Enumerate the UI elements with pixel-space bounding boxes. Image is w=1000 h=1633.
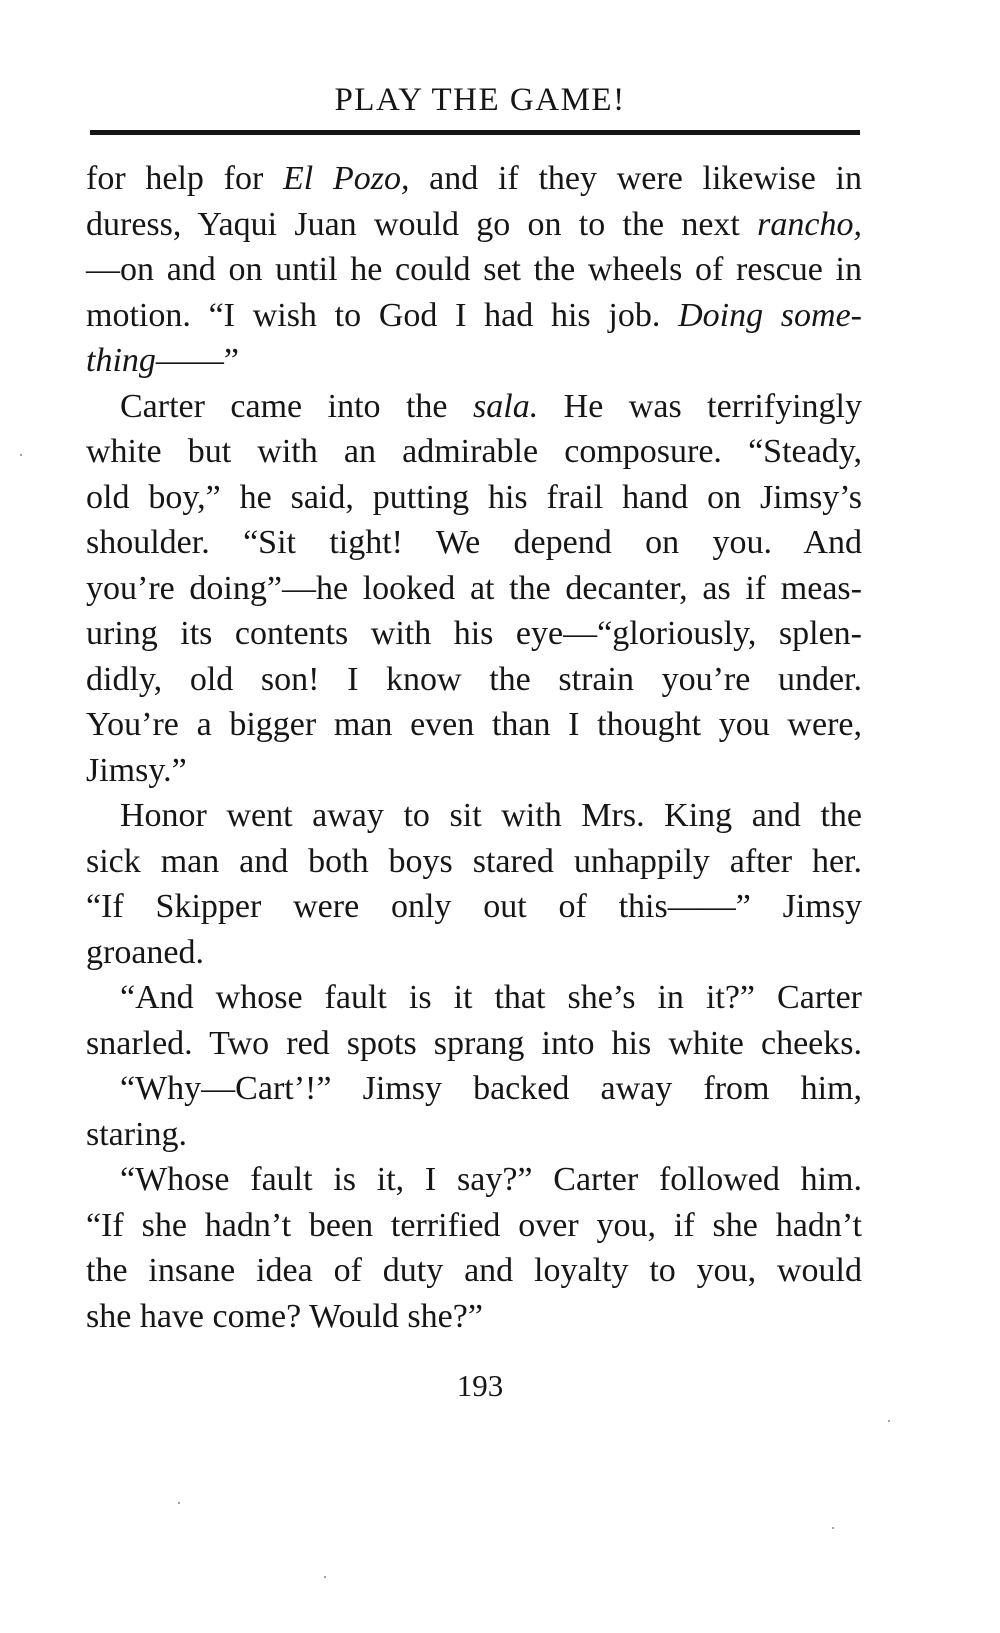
text-line: “And whose fault is it that she’s in it?” Carter: [120, 979, 862, 1016]
italic-text: rancho,: [757, 205, 862, 243]
paper-speck: [178, 1502, 180, 1504]
page-header: PLAY THE GAME!: [334, 82, 626, 118]
text-line: didly, old son! I know the strain you’re under.: [86, 660, 862, 698]
text-line: You’re a bigger man even than I thought you were,: [86, 706, 862, 743]
text-line: Carter came into the sala. He was terrifyingly: [120, 387, 862, 425]
header-rule: [90, 130, 860, 135]
text-line: thing——”: [86, 342, 239, 379]
text-line: groaned.: [86, 933, 205, 971]
text-line: she have come? Would she?”: [86, 1297, 483, 1335]
text-line: motion. “I wish to God I had his job. Doing some-: [86, 296, 862, 334]
italic-text: Doing some-: [678, 296, 862, 334]
paper-speck: [324, 1576, 326, 1578]
text-line: “Why—Cart’!” Jimsy backed away from him,: [120, 1070, 862, 1107]
paper-speck: [888, 1420, 890, 1422]
text-line: old boy,” he said, putting his frail hand on Jimsy’s: [86, 478, 862, 516]
text-line: “If Skipper were only out of this——” Jimsy: [86, 888, 862, 925]
text-line: Jimsy.”: [86, 751, 187, 789]
italic-text: sala.: [473, 387, 539, 425]
text-line: uring its contents with his eye—“gloriously, splen-: [86, 615, 862, 652]
text-body: [86, 156, 862, 1339]
text-line: “If she hadn’t been terrified over you, if she hadn’t: [86, 1206, 862, 1244]
text-line: for help for El Pozo, and if they were likewise in: [86, 160, 862, 197]
paper-speck: [20, 454, 22, 456]
text-line: you’re doing”—he looked at the decanter, as if meas-: [86, 569, 862, 607]
text-line: snarled. Two red spots sprang into his white cheeks.: [86, 1024, 862, 1062]
page-number: 193: [456, 1368, 504, 1403]
text-line: sick man and both boys stared unhappily after her.: [86, 842, 862, 880]
text-line: “Whose fault is it, I say?” Carter followed him.: [120, 1161, 862, 1198]
text-line: shoulder. “Sit tight! We depend on you. And: [86, 524, 862, 561]
italic-text: thing: [86, 342, 156, 379]
text-line: the insane idea of duty and loyalty to you, would: [86, 1252, 862, 1289]
paper-speck: [832, 1527, 834, 1529]
italic-text: El Pozo,: [283, 160, 410, 197]
text-line: white but with an admirable composure. “Steady,: [86, 433, 862, 470]
text-line: —on and on until he could set the wheels of rescue in: [86, 251, 862, 288]
text-line: staring.: [86, 1115, 188, 1153]
text-line: duress, Yaqui Juan would go on to the next rancho,: [86, 205, 862, 243]
text-line: Honor went away to sit with Mrs. King and the: [120, 797, 862, 834]
